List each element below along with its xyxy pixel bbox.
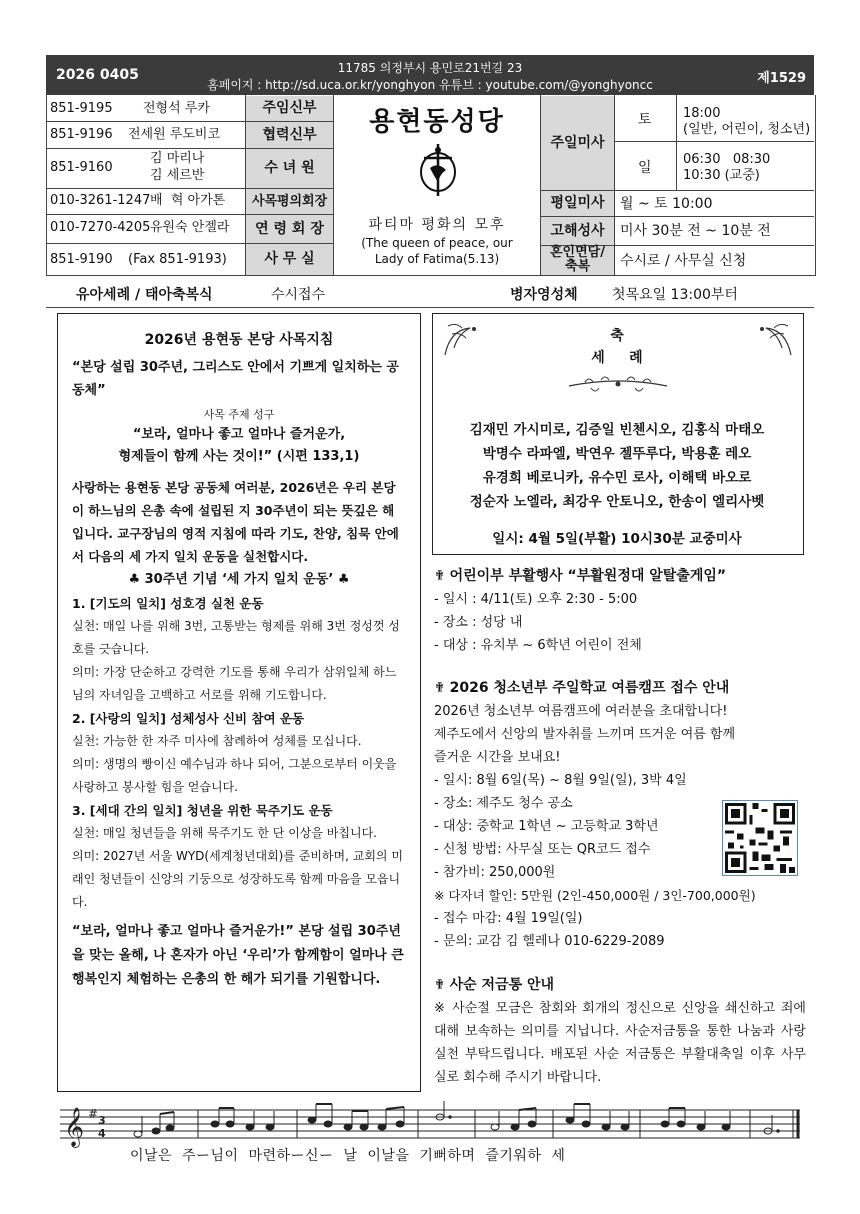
office-phone: 851-9190: [50, 252, 113, 267]
assoc-phone: 851-9196: [50, 127, 113, 142]
saturday-label: 토: [638, 112, 652, 128]
lent-box-body: ※ 사순절 모금은 참회와 회개의 정신으로 신앙을 쇄신하고 죄에 대해 보속하는 의미를 지닙니다. 사순저금통을 통한 나눔과 사랑 실천 부탁드립니다. 배포된 사순 저금통은 부활대축일 이후 사무실로 회수해 주시기 바랍니다.: [434, 1001, 806, 1085]
svg-text:3: 3: [98, 1114, 106, 1127]
pastoral-motto: “본당 설립 30주년, 그리스도 안에서 기쁘게 일치하는 공동체”: [72, 360, 399, 398]
summer-camp-place: - 장소: 제주도 청수 공소: [434, 796, 573, 811]
baptism-names-2: 박명수 라파엘, 박연우 젤뚜루다, 박용훈 레오: [482, 446, 752, 462]
item3-title: 3. [세대 간의 일치] 청년을 위한 묵주기도 운동: [72, 803, 333, 818]
hymn-lyrics: 이날은 주ー님이 마련하ー신ー 날 이날을 기뻐하며 즐기워하 세: [130, 1148, 566, 1164]
congrats-title-1: 축: [610, 328, 624, 344]
item2-practice: 실천: 가능한 한 자주 미사에 참례하여 성체를 모십니다.: [72, 734, 362, 748]
lent-box-title: 사순 저금통 안내: [449, 977, 555, 993]
pastoral-title: 2026년 용현동 본당 사목지침: [144, 332, 334, 348]
issue-number: 제1529: [757, 71, 806, 86]
cross-icon: ✟: [434, 977, 446, 993]
saturday-time: 18:00: [683, 106, 721, 121]
convent-label: 수 녀 원: [246, 149, 333, 188]
lent-box-section: [434, 973, 806, 1089]
verse-line-1: “보라, 얼마나 좋고 얼마나 즐거운가,: [132, 427, 346, 442]
summer-camp-discount: ※ 다자녀 할인: 5만원 (2인-450,000원 / 3인-700,000원): [434, 888, 756, 903]
saturday-note: (일반, 어린이, 청소년): [683, 122, 811, 137]
pastoral-intro: 사랑하는 용현동 본당 공동체 여러분, 2026년은 우리 본당이 하느님의 은총 속에 설립된 지 30주년이 되는 뜻깊은 해입니다. 교구장님의 영적 지침에 따라 기도, 찬양, 침묵 안에서 다음의 세 가지 일치 운동을 실천합시다.: [72, 480, 399, 564]
funeral-council-name: 유원숙 안젤라: [150, 220, 230, 235]
weekday-time: 월 ~ 토 10:00: [620, 196, 713, 212]
item3-practice: 실천: 매일 청년들을 위해 묵주기도 한 단 이상을 바칩니다.: [72, 826, 377, 840]
office-label: 사 무 실: [246, 244, 333, 275]
summer-camp-intro-1: 2026년 청소년부 여름캠프에 여러분을 초대합니다!: [434, 704, 728, 719]
church-name: 용현동성당: [369, 107, 505, 137]
lent-box-header: [434, 973, 806, 997]
marriage-label-line1: 혼인면담/: [550, 245, 605, 260]
summer-camp-target: - 대상: 중학교 1학년 ~ 고등학교 3학년: [434, 819, 659, 834]
weekday-mass-label: 평일미사: [541, 191, 614, 216]
issue-date: 2026 0405: [56, 67, 139, 83]
church-subtitle-en-1: (The queen of peace, our: [361, 236, 513, 250]
qr-code-icon[interactable]: [722, 800, 798, 876]
sick-communion-label: 병자영성체: [510, 287, 578, 303]
confession-time: 미사 30분 전 ~ 10분 전: [620, 223, 771, 239]
easter-event-section: [434, 564, 814, 657]
confession-label: 고해성사: [541, 217, 614, 245]
summer-camp-fee: - 참가비: 250,000원: [434, 865, 556, 880]
summer-camp-title: 2026 청소년부 주일학교 여름캠프 접수 안내: [449, 680, 730, 696]
sunday-mass-label: 주일미사: [541, 96, 614, 190]
item2-title: 2. [사랑의 일치] 성체성사 신비 참여 운동: [72, 711, 305, 726]
summer-camp-apply: - 신청 방법: 사무실 또는 QR코드 접수: [434, 842, 651, 857]
church-emblem-icon: [410, 140, 466, 198]
easter-event-title: 어린이부 부활행사 “부활원정대 알탈출게임”: [449, 568, 727, 584]
item1-meaning: 의미: 가장 단순하고 강력한 기도를 통해 우리가 삼위일체 하느님의 자녀임을 고백하고 서로를 위해 기도합니다.: [72, 665, 397, 702]
summer-camp-deadline: - 접수 마감: 4월 19일(일): [434, 911, 583, 926]
item1-title: 1. [기도의 일치] 성호경 실천 운동: [72, 596, 264, 611]
marriage-time: 수시로 / 사무실 신청: [620, 253, 747, 269]
summer-camp-header: [434, 676, 810, 700]
pastor-name: 전형석 루카: [143, 101, 210, 116]
easter-event-header: [434, 564, 814, 588]
funeral-council-label: 연 령 회 장: [246, 215, 333, 243]
svg-text:𝄞: 𝄞: [64, 1107, 85, 1147]
baptism-date: 일시: 4월 5일(부활) 10시30분 교중미사: [492, 531, 742, 547]
movement-title: ♣ 30주년 기념 ‘세 가지 일치 운동’ ♣: [128, 572, 350, 587]
council-label: 사목평의회장: [246, 189, 333, 214]
baptism-label: 유아세례 / 태아축복식: [76, 287, 213, 303]
pastor-phone: 851-9195: [50, 101, 113, 116]
item3-meaning: 의미: 2027년 서울 WYD(세계청년대회)를 준비하며, 교회의 미래인 청년들이 신앙의 기둥으로 성장하도록 함께 마음을 모읍니다.: [72, 849, 403, 909]
congrats-title-2: 세 례: [591, 350, 643, 366]
pastoral-content: [72, 328, 406, 992]
funeral-council-phone: 010-7270-4205: [50, 220, 151, 235]
masthead-bar: [46, 55, 814, 95]
nun-name-2: 김 세르반: [150, 168, 205, 183]
sunday-time-1: 06:30 08:30: [683, 152, 771, 167]
office-fax: (Fax 851-9193): [128, 252, 227, 267]
verse-label: 사목 주제 성구: [203, 408, 275, 421]
item1-practice: 실천: 매일 나를 위해 3번, 고통받는 형제를 위해 3번 정성껏 성호를 긋습니다.: [72, 619, 400, 656]
council-name: 배 혁 아가톤: [150, 193, 226, 208]
church-subtitle-en-2: Lady of Fatima(5.13): [374, 252, 500, 266]
summer-camp-date: - 일시: 8월 6일(목) ~ 8월 9일(일), 3박 4일: [434, 773, 687, 788]
verse-line-2: 형제들이 함께 사는 것이!” (시편 133,1): [118, 449, 360, 464]
summer-camp-intro-2: 제주도에서 신앙의 발자취를 느끼며 뜨거운 여름 함께: [434, 727, 736, 742]
sunday-time-2: 10:30 (교중): [683, 168, 760, 183]
baptism-note: 수시접수: [271, 287, 326, 303]
pastoral-closing: “보라, 얼마나 좋고 얼마나 즐거운가!” 본당 설립 30주년을 맞는 올해, 나 혼자가 아닌 ‘우리’가 함께함이 얼마나 큰 행복인지 체험하는 은총의 한 해가 되기를 기원합니다.: [72, 924, 404, 987]
marriage-label: [541, 246, 614, 275]
sick-communion-note: 첫목요일 13:00부터: [612, 287, 738, 303]
summer-camp-intro-3: 즐거운 시간을 보내요!: [434, 750, 561, 765]
convent-phone: 851-9160: [50, 160, 113, 175]
cross-icon: ✟: [434, 568, 446, 584]
cross-icon: ✟: [434, 680, 446, 696]
summer-camp-contact: - 문의: 교감 김 헬레나 010-6229-2089: [434, 934, 665, 949]
easter-event-target: - 대상 : 유치부 ~ 6학년 어린이 전체: [434, 638, 642, 653]
assoc-name: 전세원 루도비코: [128, 127, 221, 142]
assoc-pastor-label: 협력신부: [246, 122, 333, 148]
notice-strip: [46, 279, 814, 308]
marriage-label-line2: 축복: [564, 259, 591, 274]
council-phone: 010-3261-1247: [50, 193, 151, 208]
easter-event-date: - 일시 : 4/11(토) 오후 2:30 - 5:00: [434, 592, 638, 607]
music-staff: [60, 1100, 802, 1150]
laurel-divider-icon: [565, 372, 671, 396]
item2-meaning: 의미: 생명의 빵이신 예수님과 하나 되어, 그분으로부터 이웃을 사랑하고 봉사할 힘을 얻습니다.: [72, 757, 397, 794]
church-address: 11785 의정부시 용민로21번길 23: [337, 61, 523, 75]
easter-event-place: - 장소 : 성당 내: [434, 615, 523, 630]
church-subtitle: 파티마 평화의 모후: [368, 217, 506, 233]
baptism-names-1: 김재민 가시미로, 김증일 빈첸시오, 김홍식 마태오: [469, 422, 765, 438]
website-line: 홈페이지 : http://sd.uca.or.kr/yonghyon 유튜브 : youtube.com/@yonghyoncc: [207, 78, 653, 92]
svg-text:4: 4: [98, 1127, 106, 1140]
baptism-names-3: 유경희 베로니카, 유수민 로사, 이해택 바오로: [482, 470, 752, 486]
sunday-label: 일: [638, 160, 652, 176]
nun-name-1: 김 마리나: [150, 151, 205, 166]
pastor-label: 주임신부: [246, 96, 333, 121]
baptism-names-4: 정순자 노엘라, 최강우 안토니오, 한송이 엘리사벳: [469, 494, 765, 510]
svg-text:#: #: [88, 1107, 99, 1121]
